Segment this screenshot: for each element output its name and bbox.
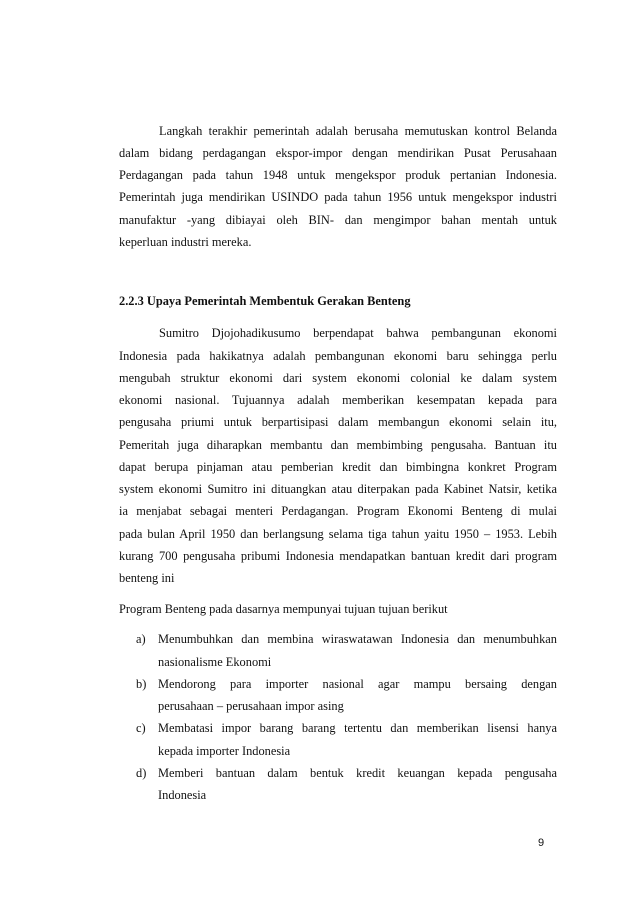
list-item-line: Memberi bantuan dalam bentuk kredit keuangan kepada pengusaha — [158, 766, 557, 780]
paragraph-line: dapat berupa pinjaman atau pemberian kredit dan bimbingna konkret Program — [119, 460, 557, 474]
paragraph-line: Sumitro Djojohadikusumo berpendapat bahwa pembangunan ekonomi — [159, 326, 557, 340]
paragraph-line: keperluan industri mereka. — [119, 235, 252, 249]
paragraph-line: kurang 700 pengusaha pribumi Indonesia mendapatkan bantuan kredit dari program — [119, 549, 557, 563]
list-marker: d) — [136, 766, 147, 780]
list-marker: c) — [136, 721, 146, 735]
paragraph-line: mengubah struktur ekonomi dari system ekonomi colonial ke dalam system — [119, 371, 557, 385]
page-number: 9 — [538, 837, 545, 849]
list-item-line: perusahaan – perusahaan impor asing — [158, 699, 344, 713]
paragraph-line: Langkah terakhir pemerintah adalah berusaha memutuskan kontrol Belanda — [159, 124, 557, 138]
paragraph-line: Perdagangan pada tahun 1948 untuk mengekspor produk pertanian Indonesia. — [119, 168, 557, 182]
paragraph-line: benteng ini — [119, 571, 175, 585]
paragraph-line: ia menjabat sebagai menteri Perdagangan. Program Ekonomi Benteng di mulai — [119, 504, 557, 518]
paragraph-line: Pemeritah juga diharapkan membantu dan membimbing pengusaha. Bantuan itu — [119, 438, 557, 452]
list-marker: b) — [136, 677, 147, 691]
list-item-line: Menumbuhkan dan membina wiraswatawan Indonesia dan menumbuhkan — [158, 632, 557, 646]
list-item-line: kepada importer Indonesia — [158, 744, 291, 758]
list-item-line: nasionalisme Ekonomi — [158, 655, 272, 669]
paragraph-line: pengusaha priumi untuk berpartisipasi dalam membangun ekonomi selain itu, — [119, 415, 557, 429]
list-item-line: Indonesia — [158, 788, 207, 802]
list-item-line: Mendorong para importer nasional agar mampu bersaing dengan — [158, 677, 557, 691]
paragraph-line: pada bulan April 1950 dan berlangsung selama tiga tahun yaitu 1950 – 1953. Lebih — [119, 527, 557, 541]
paragraph-line: Indonesia pada hakikatnya adalah pembangunan ekonomi baru sehingga perlu — [119, 349, 557, 363]
list-item-line: Membatasi impor barang barang tertentu dan memberikan lisensi hanya — [158, 721, 557, 735]
paragraph-line: manufaktur -yang dibiayai oleh BIN- dan mengimpor bahan mentah untuk — [119, 213, 557, 227]
list-intro: Program Benteng pada dasarnya mempunyai tujuan tujuan berikut — [119, 602, 448, 616]
list-marker: a) — [136, 632, 146, 646]
paragraph-line: Pemerintah juga mendirikan USINDO pada tahun 1956 untuk mengekspor industri — [119, 190, 557, 204]
paragraph-line: dalam bidang perdagangan ekspor-impor dengan mendirikan Pusat Perusahaan — [119, 146, 557, 160]
paragraph-line: ekonomi nasional. Tujuannya adalah memberikan kesempatan kepada para — [119, 393, 557, 407]
paragraph-line: system ekonomi Sumitro ini dituangkan atau diterpakan pada Kabinet Natsir, ketika — [119, 482, 557, 496]
section-heading: 2.2.3 Upaya Pemerintah Membentuk Gerakan Benteng — [119, 294, 411, 308]
